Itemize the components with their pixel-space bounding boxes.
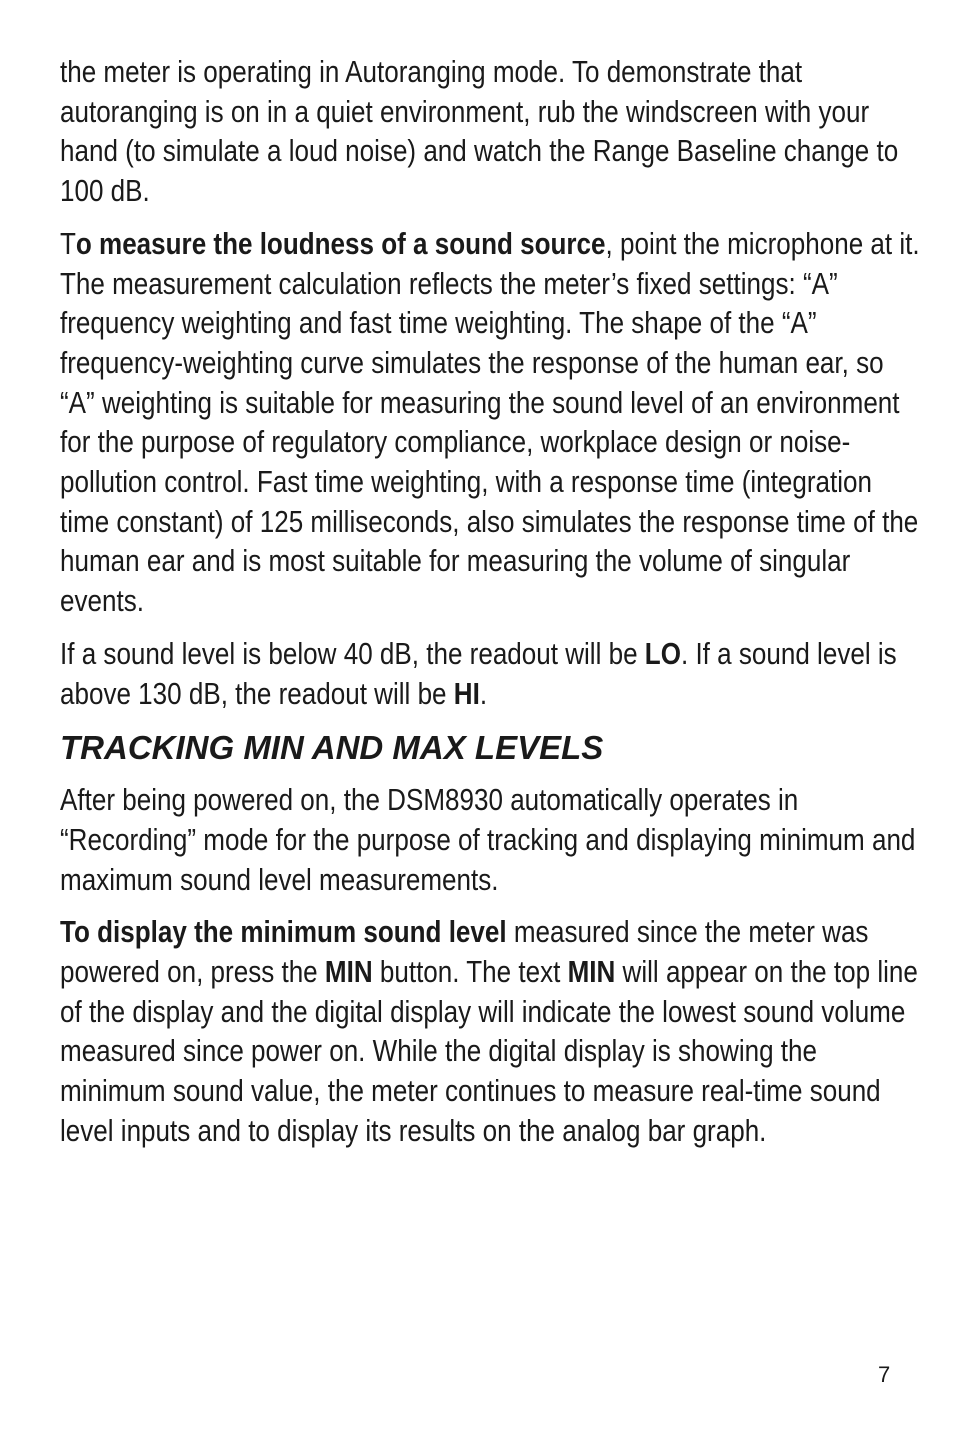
recording-mode-text: After being powered on, the DSM8930 automatically operates in “Recording” mode for the purpose of tracking and displaying minimum and maximum sound level measurements. [60,782,916,897]
paragraph-recording-mode [60,780,925,899]
display-min-text-1: measured since the meter was powered on, press the [60,914,869,990]
paragraph-display-minimum [60,912,925,1150]
page-number: 7 [878,1362,891,1387]
paragraph-lo-hi [60,634,925,713]
lo-hi-text-2: . If a sound level is above 130 dB, the readout will be [60,635,897,711]
paragraph-measure-loudness [60,224,925,621]
measure-rest-text: , point the microphone at it. The measurement calculation reflects the meter’s fixed settings: “A” frequency weighting and fast time weighting. The shape of the “A” frequency-weighting curve simulates the response of the human ear, so “A” weighting is suitable for measuring the sound level of an environment for the purpose of regulatory compliance, workplace design or noise-pollution control. Fast time weighting, with a response time (integration time constant) of 125 milliseconds, also simulates the response time of the human ear and is most suitable for measuring the volume of singular events. [60,225,920,619]
display-min-text-3: will appear on the top line of the display and the digital display will indicate the lowest sound volume measured since power on. While the digital display is showing the minimum sound value, the meter continues to measure real-time sound level inputs and to display its results on the analog bar graph. [60,954,918,1148]
lo-hi-text-1: If a sound level is below 40 dB, the readout will be [60,635,645,671]
min-display-text: MIN [567,954,616,990]
hi-readout: HI [453,675,480,711]
measure-lead-plain: T [60,225,76,261]
lo-hi-text-3: . [479,675,488,711]
paragraph-autoranging [60,52,925,211]
measure-lead-bold: o measure the loudness of a sound source [75,225,606,261]
display-min-text-2: button. The text [372,954,568,990]
section-heading: TRACKING MIN AND MAX LEVELS [60,729,604,767]
autoranging-text: the meter is operating in Autoranging mode. To demonstrate that autoranging is on in a quiet environment, rub the windscreen with your hand (to simulate a loud noise) and watch the Range Baseline change to 100 dB. [60,54,899,209]
lo-readout: LO [644,635,681,671]
min-button-label: MIN [324,954,373,990]
page-content [60,52,920,1164]
display-min-lead-bold: To display the minimum sound level [60,914,507,950]
